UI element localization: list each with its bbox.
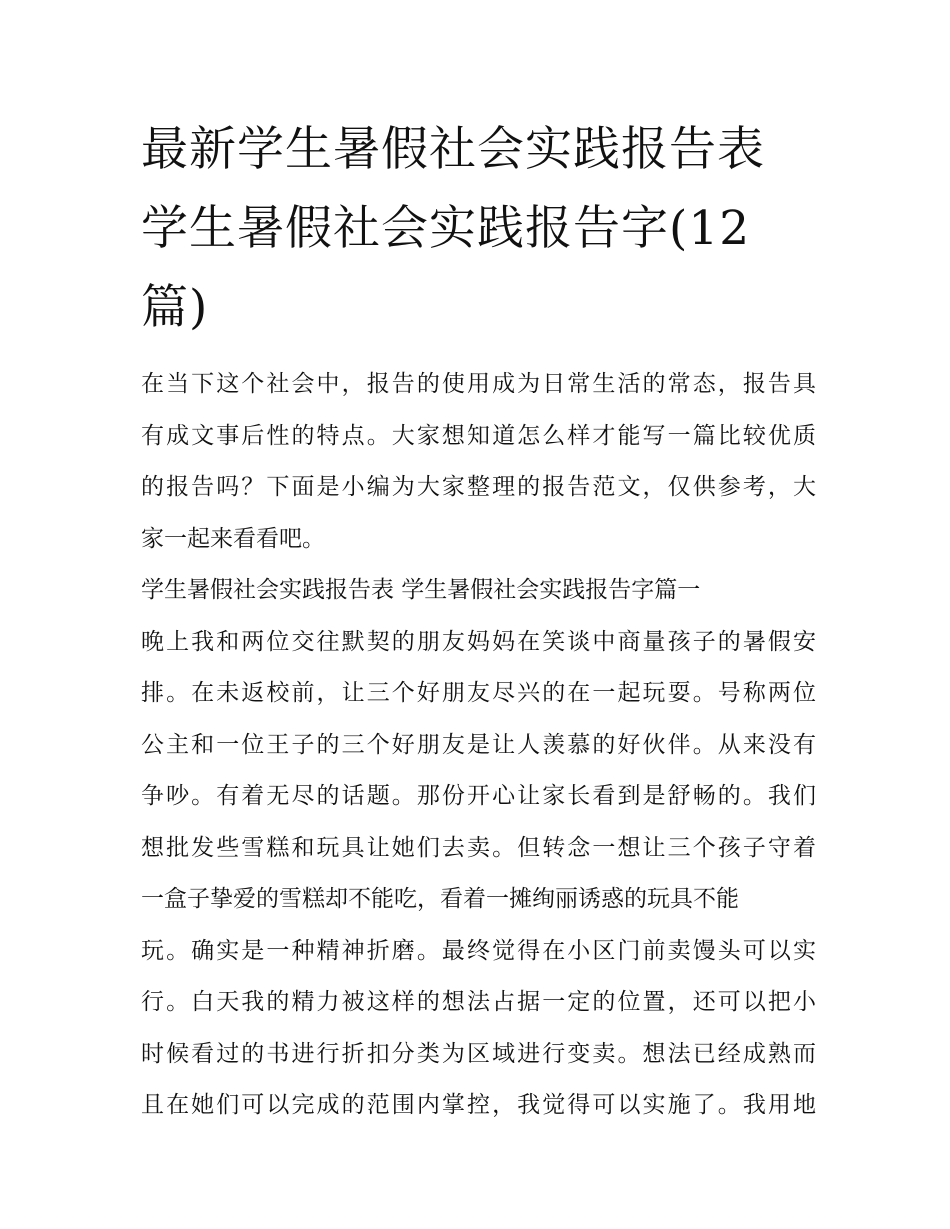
title-line-2: 学生暑假社会实践报告字(12 <box>141 201 751 256</box>
intro-line-3: 的报告吗？下面是小编为大家整理的报告范文，仅供参考，大 <box>141 474 816 500</box>
body-line-10: 且在她们可以完成的范围内掌控，我觉得可以实施了。我用地 <box>141 1092 816 1118</box>
body-line-5: 想批发些雪糕和玩具让她们去卖。但转念一想让三个孩子守着 <box>141 834 816 861</box>
body-line-2: 排。在未返校前，让三个好朋友尽兴的在一起玩耍。号称两位 <box>141 680 816 706</box>
intro-line-4: 家一起来看看吧。 <box>141 525 325 552</box>
document-page <box>141 110 816 1132</box>
intro-line-1: 在当下这个社会中，报告的使用成为日常生活的常态，报告具 <box>141 371 816 397</box>
body-line-8: 行。白天我的精力被这样的想法占据一定的位置，还可以把小 <box>141 989 816 1015</box>
body-line-7: 玩。确实是一种精神折磨。最终觉得在小区门前卖馒头可以实 <box>141 937 816 964</box>
body-line-9: 时候看过的书进行折扣分类为区域进行变卖。想法已经成熟而 <box>141 1040 816 1067</box>
document-title <box>141 110 816 347</box>
body-line-4: 争吵。有着无尽的话题。那份开心让家长看到是舒畅的。我们 <box>141 783 816 809</box>
body-line-1: 晚上我和两位交往默契的朋友妈妈在笑谈中商量孩子的暑假安 <box>141 628 816 655</box>
body-line-3: 公主和一位王子的三个好朋友是让人羡慕的好伙伴。从来没有 <box>141 731 816 758</box>
intro-line-2: 有成文事后性的特点。大家想知道怎么样才能写一篇比较优质 <box>141 422 816 449</box>
section-heading: 学生暑假社会实践报告表 学生暑假社会实践报告字篇一 <box>141 577 701 603</box>
title-line-3: 篇) <box>141 280 209 335</box>
body-line-6: 一盒子挚爱的雪糕却不能吃，看着一摊绚丽诱惑的玩具不能 <box>141 886 739 912</box>
document-body <box>141 359 816 1132</box>
title-line-1: 最新学生暑假社会实践报告表 <box>141 122 765 177</box>
